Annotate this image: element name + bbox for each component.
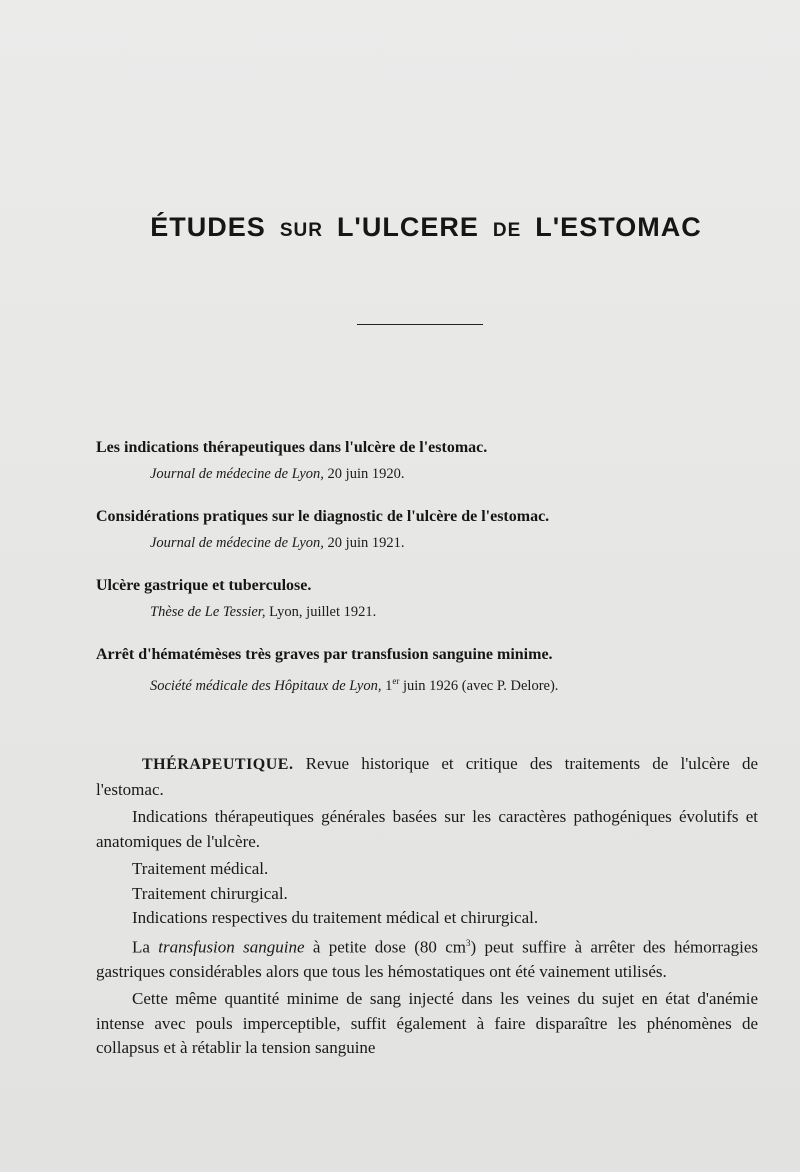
superscript: 3	[466, 937, 471, 948]
reference-date: Lyon, juillet 1921.	[265, 604, 377, 620]
page-title	[0, 212, 800, 243]
emphasis-text: transfusion sanguine	[158, 937, 305, 957]
reference-date-superscript: er	[392, 676, 400, 686]
title-word-etudes: ÉTUDES	[150, 212, 266, 242]
reference-date: 20 juin 1921.	[323, 535, 405, 551]
paragraph-transfusion	[96, 931, 758, 985]
title-word-de: DE	[492, 220, 522, 241]
reference-source	[150, 463, 736, 485]
title-word-estomac: L'ESTOMAC	[535, 212, 702, 242]
title-word-sur: SUR	[279, 220, 323, 241]
body-text	[96, 752, 758, 1064]
reference-item	[96, 644, 736, 697]
paragraph-text: Revue historique et critique des traitements de l'ulcère de l'estomac.	[96, 754, 758, 799]
reference-list	[96, 437, 736, 718]
reference-source	[150, 532, 736, 554]
title-word-ulcere: L'ULCERE	[336, 212, 479, 242]
paragraph-text: à petite dose (80 cm	[304, 937, 467, 957]
paragraph-text: La	[132, 937, 159, 957]
paragraph-therapeutique	[96, 752, 758, 802]
reference-journal: Thèse de Le Tessier,	[150, 604, 266, 620]
reference-title: Ulcère gastrique et tuberculose.	[96, 577, 312, 594]
paragraph-collapsus: Cette même quantité minime de sang injecté dans les veines du sujet en état d'anémie intense avec pouls imperceptible, suffit également à faire disparaître les phénomènes de collapsus et à rétablir la tension sanguine	[96, 989, 758, 1058]
paragraph-indications: Indications thérapeutiques générales basées sur les caractères pathogéniques évolutifs et anatomiques de l'ulcère.	[96, 807, 758, 851]
reference-source	[150, 601, 736, 623]
reference-title: Les indications thérapeutiques dans l'ulcère de l'estomac.	[96, 439, 488, 456]
reference-item	[96, 506, 736, 554]
title-divider	[357, 324, 483, 325]
reference-title: Arrêt d'hématémèses très graves par transfusion sanguine minime.	[96, 646, 553, 663]
reference-journal: Journal de médecine de Lyon,	[150, 535, 324, 551]
reference-item	[96, 575, 736, 623]
list-item: Traitement médical.	[132, 859, 269, 878]
reference-date: 20 juin 1920.	[323, 466, 405, 482]
list-item: Traitement chirurgical.	[132, 883, 288, 903]
reference-journal: Société médicale des Hôpitaux de Lyon,	[150, 677, 382, 694]
reference-date-prefix: 1	[381, 677, 393, 694]
reference-source	[150, 670, 736, 697]
reference-journal: Journal de médecine de Lyon,	[150, 466, 324, 482]
paragraph-text: ) peut suffire à arrêter des hémorragies gastriques considérables alors que tous les hémostatiques ont été vainement utilisés.	[96, 937, 759, 981]
reference-date: juin 1926 (avec P. Delore).	[399, 677, 559, 694]
reference-title: Considérations pratiques sur le diagnostic de l'ulcère de l'estomac.	[96, 508, 550, 525]
section-heading: THÉRAPEUTIQUE.	[142, 756, 294, 773]
list-item: Indications respectives du traitement médical et chirurgical.	[132, 908, 539, 927]
reference-item	[96, 437, 736, 485]
